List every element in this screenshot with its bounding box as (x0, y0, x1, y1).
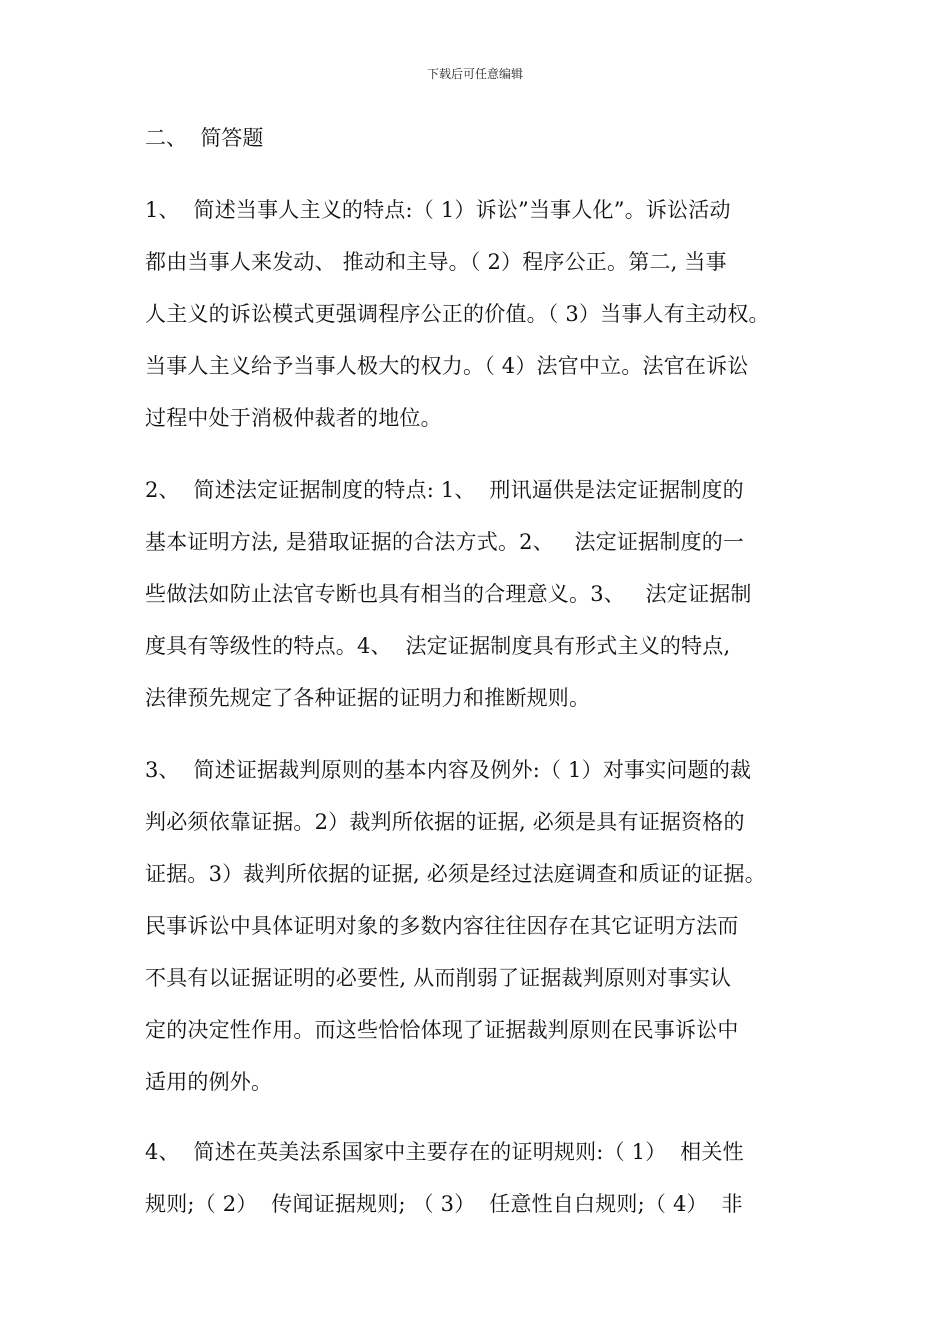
question-line: 度具有等级性的特点。4、 法定证据制度具有形式主义的特点, (145, 634, 731, 658)
question-line: 3、 简述证据裁判原则的基本内容及例外:（ 1）对事实问题的裁 (145, 758, 752, 782)
question-line: 基本证明方法, 是猎取证据的合法方式。2、 法定证据制度的一 (145, 530, 745, 554)
question-line: 证据。3）裁判所依据的证据, 必须是经过法庭调查和质证的证据。 (145, 862, 766, 886)
question-line: 4、 简述在英美法系国家中主要存在的证明规则:（ 1） 相关性 (145, 1140, 744, 1164)
question-line: 1、 简述当事人主义的特点:（ 1）诉讼”当事人化”。诉讼活动 (145, 198, 731, 222)
question-line: 些做法如防止法官专断也具有相当的合理意义。3、 法定证据制 (145, 582, 752, 606)
section-title: 二、 简答题 (145, 126, 264, 150)
question-line: 人主义的诉讼模式更强调程序公正的价值。（ 3）当事人有主动权。 (145, 302, 770, 326)
question-line: 判必须依靠证据。2）裁判所依据的证据, 必须是具有证据资格的 (145, 810, 745, 834)
question-line: 过程中处于消极仲裁者的地位。 (145, 406, 442, 430)
question-line: 当事人主义给予当事人极大的权力。（ 4）法官中立。法官在诉讼 (145, 354, 749, 378)
question-line: 规则;（ 2） 传闻证据规则; （ 3） 任意性自白规则;（ 4） 非 (145, 1192, 743, 1216)
question-line: 适用的例外。 (145, 1070, 273, 1094)
question-line: 都由当事人来发动、 推动和主导。（ 2）程序公正。第二, 当事 (145, 250, 727, 274)
question-line: 定的决定性作用。而这些恰恰体现了证据裁判原则在民事诉讼中 (145, 1018, 739, 1042)
question-line: 不具有以证据证明的必要性, 从而削弱了证据裁判原则对事实认 (145, 966, 732, 990)
question-line: 民事诉讼中具体证明对象的多数内容往往因存在其它证明方法而 (145, 914, 739, 938)
question-line: 法律预先规定了各种证据的证明力和推断规则。 (145, 686, 591, 710)
header-note: 下载后可任意编辑 (426, 67, 523, 81)
question-line: 2、 简述法定证据制度的特点: 1、 刑讯逼供是法定证据制度的 (145, 478, 744, 502)
